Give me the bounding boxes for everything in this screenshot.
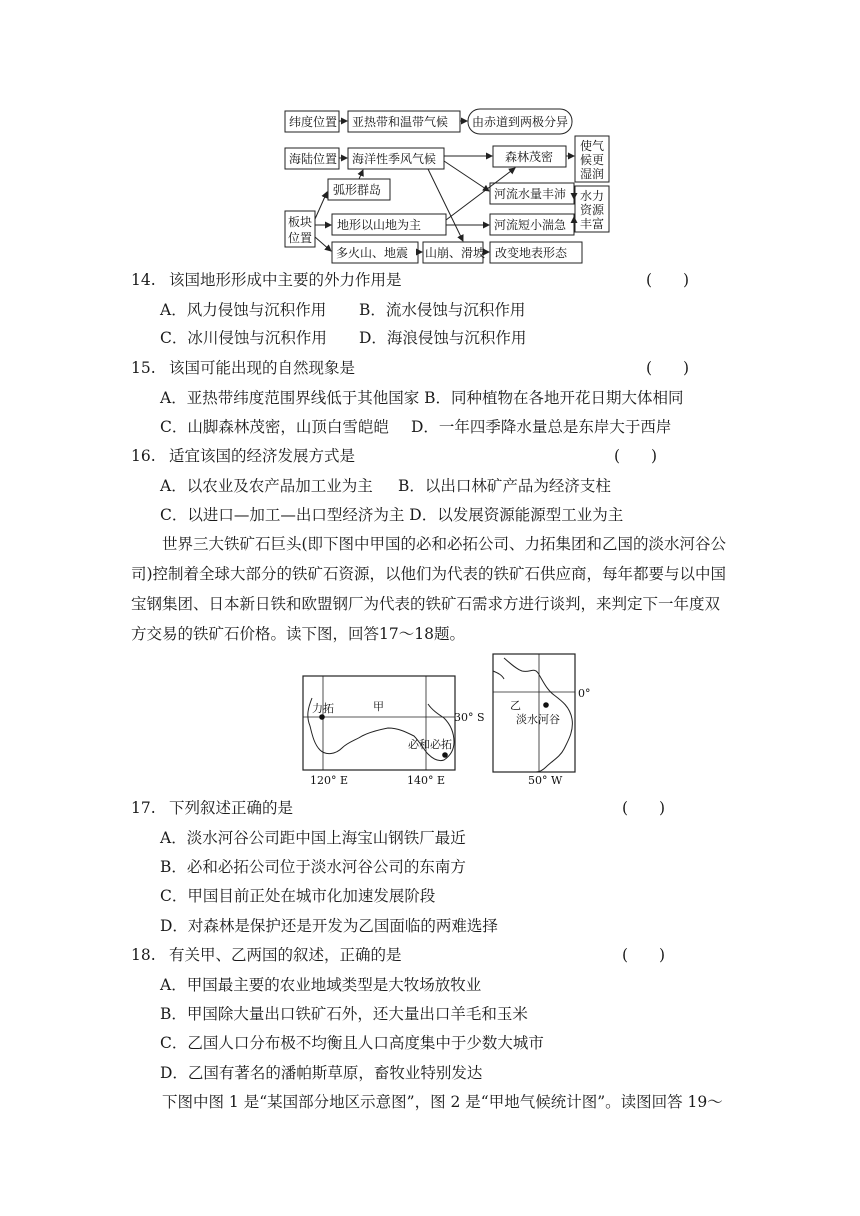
label-landslide: 山崩、滑坡 xyxy=(425,246,486,260)
label-subtropical: 亚热带和温带气候 xyxy=(352,115,449,129)
label-forest: 森林茂密 xyxy=(505,150,554,164)
label-humid-1: 使气 xyxy=(580,139,605,153)
option-d: D．对森林是保护还是开发为乙国面临的两难选择 xyxy=(160,917,498,935)
option-b: B．以出口林矿产品为经济支柱 xyxy=(398,477,611,495)
label-equator-pole: 由赤道到两极分异 xyxy=(472,115,569,129)
question-number: 16. xyxy=(131,447,156,465)
reading-passage: 世界三大铁矿石巨头(即下图中甲国的必和必拓公司、力拓集团和乙国的淡水河谷公司)控制着全球大部分的铁矿石资源，以他们为代表的铁矿石供应商，每年都要与以中国宝钢集团、日本新日铁和欧盟钢厂为代表的铁矿石需求方进行谈判，来判定下一年度双方交易的铁矿石价格。读下图，回答17～18题。 xyxy=(131,535,727,643)
option-a-b: A．亚热带纬度范围界线低于其他国家 B．同种植物在各地开花日期大体相同 xyxy=(160,389,684,407)
question-number: 18. xyxy=(131,946,156,964)
label-hydro-3: 丰富 xyxy=(580,217,605,231)
label-lon-50w: 50° W xyxy=(528,774,563,787)
label-lat-30s: 30° S xyxy=(454,711,485,724)
question-number: 15. xyxy=(131,359,156,377)
map-yi xyxy=(490,653,600,788)
label-mountain: 地形以山地为主 xyxy=(337,218,422,232)
option-c: C．乙国人口分布极不均衡且人口高度集中于少数大城市 xyxy=(160,1034,544,1052)
label-land-sea: 海陆位置 xyxy=(289,152,338,166)
question-stem: 该国地形形成中主要的外力作用是 xyxy=(169,271,402,289)
option-b: B．流水侵蚀与沉积作用 xyxy=(359,301,526,319)
label-bhp: 必和必拓 xyxy=(408,738,452,751)
option-b: B．甲国除大量出口铁矿石外，还大量出口羊毛和玉米 xyxy=(160,1005,528,1023)
label-arc-islands: 弧形群岛 xyxy=(333,183,382,197)
label-monsoon: 海洋性季风气候 xyxy=(352,152,437,166)
option-a: A．甲国最主要的农业地域类型是大牧场放牧业 xyxy=(160,976,482,994)
label-lon-120e: 120° E xyxy=(310,774,349,787)
option-d: D．一年四季降水量总是东岸大于西岸 xyxy=(411,418,672,436)
answer-bracket: ( ) xyxy=(622,946,666,964)
label-river-flow: 河流水量丰沛 xyxy=(494,187,567,201)
cause-effect-flowchart xyxy=(283,104,613,264)
label-country-jia: 甲 xyxy=(373,700,384,713)
answer-bracket: ( ) xyxy=(622,799,666,817)
label-plate-2: 位置 xyxy=(288,231,313,245)
question-stem: 适宜该国的经济发展方式是 xyxy=(169,447,356,465)
bhp-marker xyxy=(442,752,448,758)
rio-tinto-marker xyxy=(319,714,325,720)
option-c-d: C．以进口—加工—出口型经济为主 D．以发展资源能源型工业为主 xyxy=(160,506,624,524)
closing-intro-text: 下图中图 1 是“某国部分地区示意图”，图 2 是“甲地气候统计图”。读图回答 19～ xyxy=(162,1093,723,1111)
label-hydro-1: 水力 xyxy=(580,189,605,203)
label-equator: 0° xyxy=(578,687,591,700)
label-rio-tinto: 力拓 xyxy=(312,702,334,715)
answer-bracket: ( ) xyxy=(646,271,690,289)
question-number: 17. xyxy=(131,799,156,817)
answer-bracket: ( ) xyxy=(614,447,658,465)
label-lon-140e: 140° E xyxy=(407,774,446,787)
option-b: B．必和必拓公司位于淡水河谷公司的东南方 xyxy=(160,858,466,876)
option-d: D．乙国有著名的潘帕斯草原，畜牧业特别发达 xyxy=(160,1064,483,1082)
label-vale: 淡水河谷 xyxy=(516,713,560,726)
label-humid-3: 湿润 xyxy=(580,167,605,181)
label-rapids: 河流短小湍急 xyxy=(494,218,567,232)
vale-marker xyxy=(543,702,549,708)
label-volcano: 多火山、地震 xyxy=(336,246,409,260)
option-c: C．山脚森林茂密，山顶白雪皑皑 xyxy=(160,418,389,436)
label-country-yi: 乙 xyxy=(510,699,521,712)
option-c: C．甲国目前正处在城市化加速发展阶段 xyxy=(160,887,436,905)
label-humid-2: 候更 xyxy=(580,153,605,167)
label-plate-1: 板块 xyxy=(288,215,313,229)
label-latitude: 纬度位置 xyxy=(289,115,338,129)
label-hydro-2: 资源 xyxy=(580,203,605,217)
option-a: A．淡水河谷公司距中国上海宝山钢铁厂最近 xyxy=(160,829,466,847)
map-jia xyxy=(298,672,485,790)
label-reshape: 改变地表形态 xyxy=(495,246,568,260)
question-stem: 该国可能出现的自然现象是 xyxy=(169,359,356,377)
question-stem: 有关甲、乙两国的叙述，正确的是 xyxy=(169,946,402,964)
question-stem: 下列叙述正确的是 xyxy=(169,799,294,817)
option-c: C．冰川侵蚀与沉积作用 xyxy=(160,329,327,347)
question-number: 14. xyxy=(131,271,156,289)
option-a: A．风力侵蚀与沉积作用 xyxy=(160,301,327,319)
answer-bracket: ( ) xyxy=(646,359,690,377)
option-a: A．以农业及农产品加工业为主 xyxy=(160,477,373,495)
option-d: D．海浪侵蚀与沉积作用 xyxy=(359,329,527,347)
